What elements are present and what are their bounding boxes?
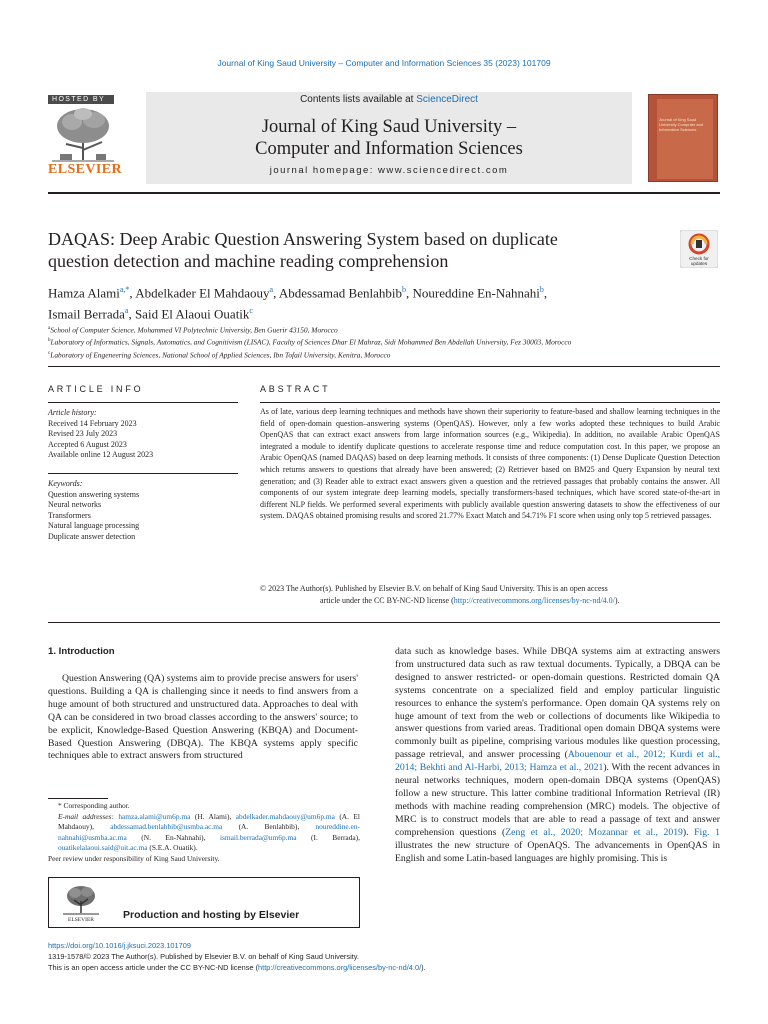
author-sup[interactable]: c	[249, 306, 253, 316]
copyright-line2	[260, 595, 720, 607]
citation-link[interactable]: Zeng et al., 2020; Mozannar et al., 2019	[505, 826, 683, 838]
check-for-updates-icon[interactable]	[680, 230, 718, 268]
hosted-by-label: HOSTED BY	[48, 95, 114, 104]
intro-left-column: Question Answering (QA) systems aim to provide precise answers for users' questions. Building a QA is challenging since it needs to find answers from a huge amount of both structured and unstructured data. Approaches to deal with QA can be considered in two broad classes according to the answers' source; to be explicit, Knowledge-Based Question Answering (KBQA) and Document-Based Question Answering (DBQA). The KBQA systems apply specific techniques able to extract answers from structured	[48, 673, 358, 762]
author-sup[interactable]: a,*	[119, 285, 130, 294]
author-list: Hamza Alami$^{a,*}$, Abdelkader El Mahdaouy$^a$, Abdessamad Benlahbib$^b$, Noureddine En-Nahnahi$^b$, Ismail Berrada$^a$, Said El Alaoui Ouatik$^c$	[48, 285, 548, 322]
email-owner: (N. En-Nahnahi),	[126, 832, 220, 842]
running-head[interactable]: Journal of King Saud University – Computer and Information Sciences 35 (2023) 101709	[217, 58, 551, 68]
history-item: Received 14 February 2023	[48, 418, 137, 428]
history-item: Available online 12 August 2023	[48, 450, 154, 459]
journal-band	[146, 92, 632, 184]
citation-link[interactable]: Abouenour et al., 2012; Kurdi et al., 2014; Bekhti and Al-Harbi, 2013; Hamza et al., 2021	[395, 749, 721, 774]
elsevier-tree-icon	[52, 106, 114, 162]
keywords-label: Keywords:	[48, 479, 83, 488]
email-owner: (H. Alami),	[190, 811, 236, 821]
contents-line	[146, 94, 632, 105]
peer-review-note: Peer review under responsibility of King Saud University.	[48, 853, 220, 863]
article-title-line2: question detection and machine reading comprehension	[48, 251, 449, 271]
keywords	[48, 479, 238, 542]
elsevier-wordmark: ELSEVIER	[48, 162, 123, 177]
email-owner: (A. El Mahdaouy),	[58, 811, 360, 832]
journal-title-line2: Computer and Information Sciences	[255, 139, 523, 159]
affiliations	[48, 323, 728, 360]
copyright-line1: © 2023 The Author(s). Published by Elsevier B.V. on behalf of King Saud University. This is an open access	[260, 584, 608, 593]
email-link[interactable]: abdessamad.benlahbib@usmba.ac.ma	[110, 822, 223, 832]
open-access-line	[48, 962, 720, 973]
email-addresses	[48, 812, 360, 854]
intro-text: data such as knowledge bases. While DBQA systems aim at extracting answers from unstructured data such as raw textual documents. Typically, a DBQA can be designed to answer restricted- or open-domain questions. Restricted domain QA systems concentrate on a specialized field and employ particular linguistic resources to enhance the system's performance. Open domain QA systems rely on huge amount of text from the web or collections of documents like Wikipedia to answer questions from varied areas. Traditional open domain DBQA systems were commonly built as pipeline, comprising various modules like question processing, passage retrieval, and answer processing (	[395, 646, 720, 761]
history-label: Article history:	[48, 408, 97, 417]
email-link[interactable]: hamza.alami@um6p.ma	[118, 811, 191, 821]
contents-prefix: Contents lists available at	[300, 94, 417, 105]
email-link[interactable]: noureddine.en-nahnahi@usmba.ac.ma	[58, 822, 360, 842]
elsevier-small-logo-icon	[61, 883, 101, 923]
author-name[interactable]: Ismail Berrada	[48, 306, 125, 322]
cover-text: Journal of King Saud University Computer and Information Sciences	[659, 117, 704, 132]
keywords-rule	[48, 473, 238, 474]
svg-text:updates: updates	[690, 261, 708, 266]
article-title	[48, 228, 648, 272]
email-label: E-mail addresses:	[58, 811, 119, 821]
affiliation-sup: a	[48, 326, 51, 331]
elsevier-small-logo-text: ELSEVIER	[68, 917, 94, 923]
intro-text: ).	[682, 826, 695, 838]
journal-title[interactable]	[146, 116, 632, 160]
author-name[interactable]: Hamza Alami	[48, 285, 120, 301]
production-hosting-box	[48, 877, 360, 928]
affiliation-item	[48, 335, 728, 347]
email-link[interactable]: ouatikelalaoui.said@uit.ac.ma	[58, 843, 148, 853]
email-link[interactable]: ismail.berrada@um6p.ma	[219, 832, 297, 842]
abstract-divider	[48, 622, 720, 623]
affiliation-text: School of Computer Science, Mohammed VI Polytechnic University, Ben Guerir 43150, Morocco	[50, 325, 338, 335]
history-item: Accepted 6 August 2023	[48, 439, 127, 449]
email-owner: (I. Berrada),	[296, 832, 360, 842]
article-info-heading: ARTICLE INFO	[48, 384, 144, 394]
article-title-line1: DAQAS: Deep Arabic Question Answering System based on duplicate	[48, 229, 558, 249]
abstract-heading: ABSTRACT	[260, 384, 331, 394]
intro-text: illustrates the new structure of OpenAQS. The advancements in OpenQAS in English and some Latin-based languages are highly promising. This is	[395, 839, 720, 864]
abstract-rule	[260, 402, 720, 403]
production-text: Production and hosting by Elsevier	[123, 909, 300, 921]
homepage-prefix: journal homepage:	[269, 165, 379, 176]
corresponding-author-note: * Corresponding author.	[58, 801, 130, 810]
oa-prefix: This is an open access article under the CC BY-NC-ND license (	[48, 963, 259, 972]
affiliation-text: Laboratory of Informatics, Signals, Automatics, and Cognitivism (LISAC), Faculty of Sciences Dhar El Mahraz, Sidi Mohammed Ben Abdellah University, Fez 30003, Morocco	[50, 337, 572, 347]
affiliation-sup: b	[48, 338, 51, 344]
journal-cover-thumbnail[interactable]	[648, 94, 718, 182]
author-name[interactable]: Abdelkader El Mahdaouy	[135, 285, 270, 301]
keyword-item: Neural networks	[48, 500, 102, 509]
journal-homepage	[146, 165, 632, 176]
affiliation-item	[48, 348, 728, 360]
masthead	[48, 92, 720, 184]
copyright-suffix: ).	[614, 595, 620, 605]
keyword-item: Natural language processing	[48, 521, 140, 530]
affiliation-text: Laboratory of Engeneering Sciences, National School of Applied Sciences, Ibn Tofail University, Kenitra, Morocco	[50, 350, 391, 360]
oa-license-link[interactable]: http://creativecommons.org/licenses/by-nc-nd/4.0/	[258, 963, 422, 972]
footnote-rule	[48, 798, 108, 799]
email-owner: (A. Benlahbib),	[222, 822, 316, 832]
author-sup[interactable]: b	[539, 285, 544, 294]
introduction-heading: 1. Introduction	[48, 646, 115, 657]
journal-title-line1: Journal of King Saud University –	[261, 117, 517, 137]
license-link[interactable]: http://creativecommons.org/licenses/by-nc-nd/4.0/	[453, 595, 615, 605]
figure-link[interactable]: Fig. 1	[694, 826, 720, 838]
sciencedirect-link[interactable]: ScienceDirect	[416, 94, 478, 105]
intro-text: ). With the recent advances in neural networks techniques, modern open-domain DBQA systems (OpenQAS) follow a new structure. This latter combine traditional Information Retrieval (IR) methods with machine reading comprehension (MRC) models. The objective of MRC is to construct models that are able to read a passage of text and answer comprehension questions (	[395, 762, 720, 838]
keyword-item: Duplicate answer detection	[48, 531, 136, 541]
elsevier-logo[interactable]	[48, 92, 146, 184]
footnotes	[48, 801, 360, 865]
author-sup[interactable]: a	[269, 285, 274, 294]
author-sup[interactable]: a	[124, 306, 129, 316]
history-item: Revised 23 July 2023	[48, 429, 118, 438]
cover-panel	[657, 99, 713, 179]
article-info-rule	[48, 402, 238, 403]
email-owner: (S.E.A. Ouatik).	[147, 843, 198, 853]
abstract-text: As of late, various deep learning techniques and methods have shown their superiority to feature-based and shallow learning techniques in the field of open-domain question–answering systems (OpenQAS). However, only a few works adopted these techniques to build Arabic OpenQAS that can extract exact answers from large information sources (e.g., Wikipedia). In addition, no available Arabic OpenQAS integrated a module to identify duplicate questions to accelerate response time and reduce computation cost. In this paper, we propose an Arabic OpenQAS (named DAQAS) based on deep learning methods. It consists of three components: (1) Dense Duplicate Question Detection which returns answers to questions that already have been answered; (2) Retriever based on BM25 and Query Expansion by neural text generation; and (3) Reader able to extract exact answers given a question and the retrieved passages that probably contains the answer. All components of our system integrate deep learning models, specially transformers-based techniques, which have scored state-of-the-art in different NLP fields. We performed several experiments with publicly available question answering datasets to show the effectiveness of our system. DAQAS obtained promising results and scored 21.77% Exact Match and 54.71% F1 score when using only top 5 retrieved passages.	[260, 407, 720, 521]
issn-line: 1319-1578/© 2023 The Author(s). Published by Elsevier B.V. on behalf of King Saud University.	[48, 952, 359, 961]
copyright-prefix: article under the CC BY-NC-ND license (	[320, 595, 454, 605]
doi-link[interactable]: https://doi.org/10.1016/j.jksuci.2023.101709	[48, 941, 191, 950]
author-name[interactable]: Said El Alaoui Ouatik	[134, 306, 250, 322]
author-name[interactable]: Noureddine En-Nahnahi	[412, 285, 540, 301]
oa-suffix: ).	[421, 963, 426, 972]
affiliation-item	[48, 323, 728, 335]
title-divider	[48, 366, 720, 367]
author-name[interactable]: Abdessamad Benlahbib	[278, 285, 402, 301]
author-sup[interactable]: b	[401, 285, 406, 294]
keyword-item: Transformers	[48, 510, 91, 520]
affiliation-sup: c	[48, 350, 51, 356]
intro-right-column	[395, 646, 720, 865]
keyword-item: Question answering systems	[48, 489, 140, 499]
header-divider	[48, 192, 720, 194]
email-link[interactable]: abdelkader.mahdaouy@um6p.ma	[235, 811, 335, 821]
abstract-copyright	[260, 583, 720, 606]
article-history	[48, 408, 238, 461]
homepage-link[interactable]: www.sciencedirect.com	[378, 165, 509, 176]
bottom-metadata	[48, 940, 720, 973]
svg-text:Check for: Check for	[689, 256, 709, 261]
